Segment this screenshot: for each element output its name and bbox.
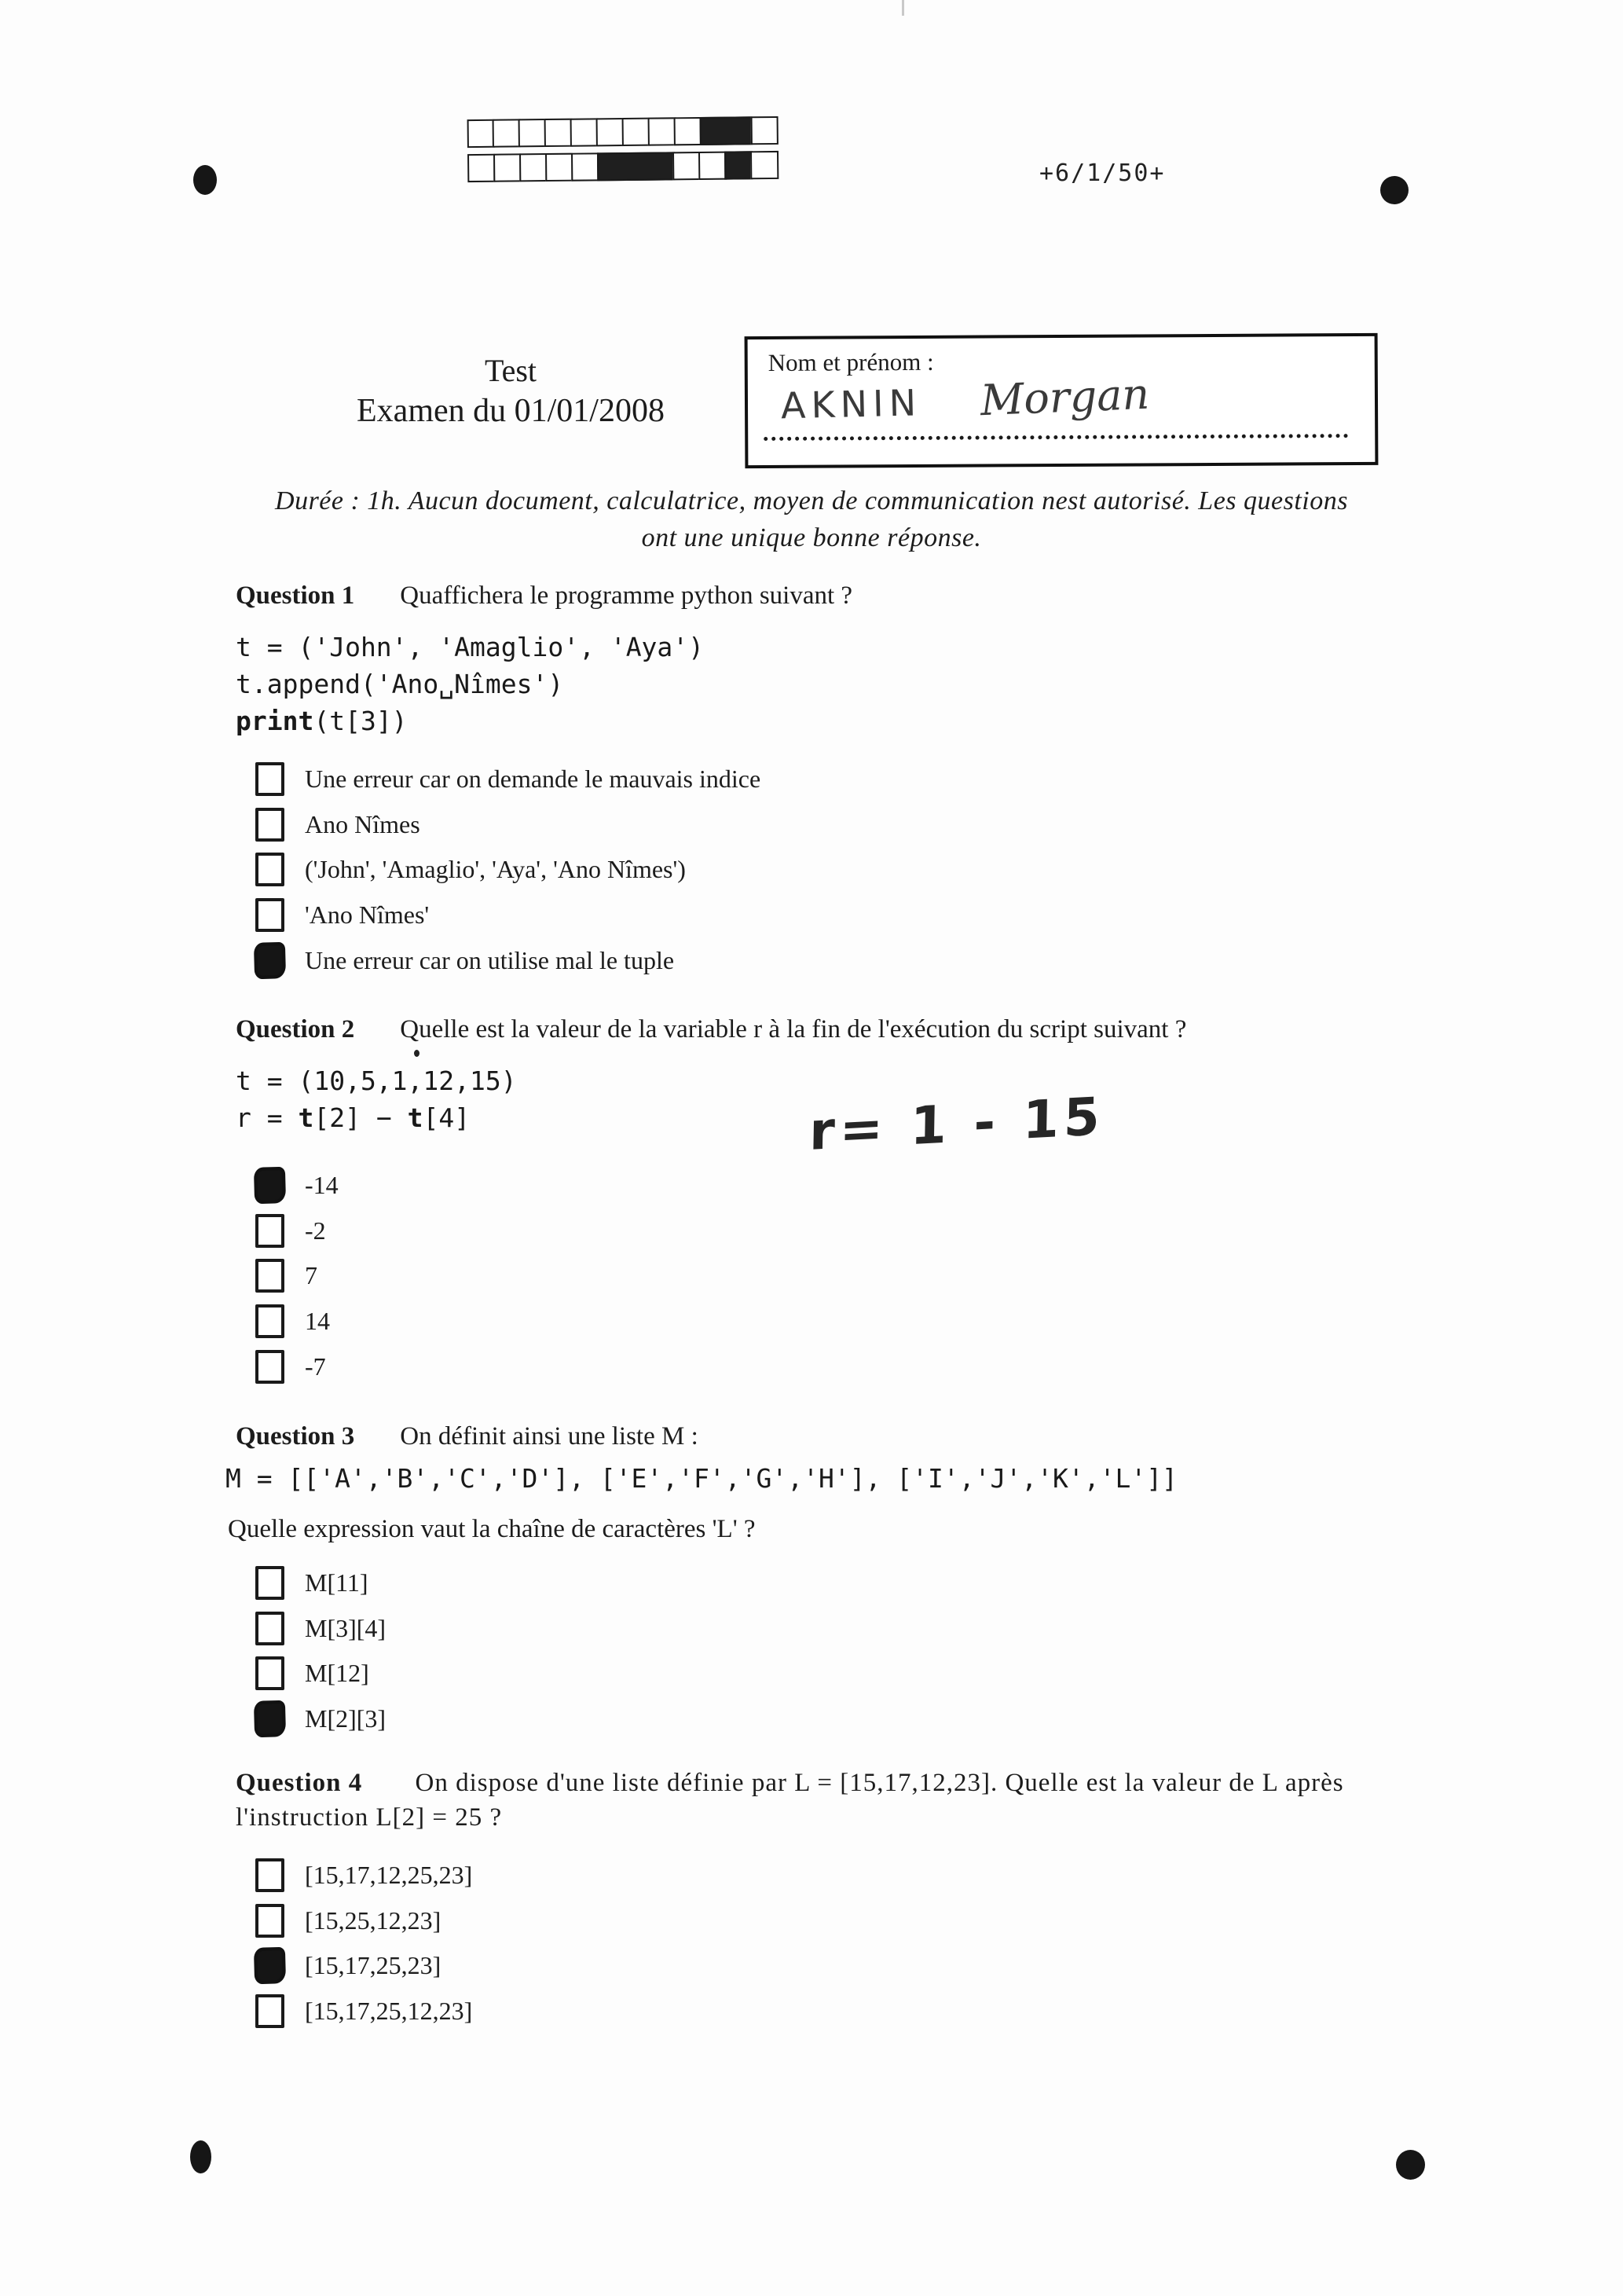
answer-option xyxy=(255,1853,472,1898)
answer-option xyxy=(255,1209,339,1254)
answer-option xyxy=(255,757,760,802)
question-3-list-definition: M = [['A','B','C','D'], ['E','F','G','H'], ['I','J','K','L']] xyxy=(225,1463,1178,1494)
handwritten-last-name: AKNIN xyxy=(780,381,922,427)
code-line xyxy=(236,702,704,739)
answer-option xyxy=(255,937,760,983)
answer-checkbox[interactable] xyxy=(255,1994,284,2028)
answer-checkbox[interactable] xyxy=(255,1566,284,1600)
question-2-header xyxy=(236,1015,1186,1044)
answer-option-label: M[3][4] xyxy=(305,1613,387,1642)
barcode-cell xyxy=(622,118,650,146)
handwritten-answer: r= 1 - 15 xyxy=(808,1086,1105,1162)
answer-option-label: M[2][3] xyxy=(305,1704,387,1733)
barcode-cell xyxy=(750,151,779,179)
question-1-options xyxy=(255,757,760,983)
name-fill-line[interactable] xyxy=(764,429,1348,441)
answer-option-label: -2 xyxy=(305,1216,326,1245)
barcode-cell xyxy=(518,119,547,147)
barcode-row-2 xyxy=(469,151,779,182)
answer-option xyxy=(255,1943,472,1989)
answer-option xyxy=(255,1606,386,1652)
question-3-prompt: On définit ainsi une liste M : xyxy=(400,1422,698,1451)
answer-option-label: Une erreur car on utilise mal le tuple xyxy=(305,945,675,974)
answer-checkbox[interactable] xyxy=(255,898,284,932)
answer-option-label: -7 xyxy=(305,1352,326,1381)
barcode-cell-filled xyxy=(597,152,675,181)
code-text: r = xyxy=(236,1102,299,1133)
code-text: [4] xyxy=(423,1102,471,1133)
answer-checkbox[interactable] xyxy=(255,1904,284,1938)
answer-option xyxy=(255,1299,339,1344)
registration-dot-top-right xyxy=(1380,176,1409,204)
barcode-cell xyxy=(519,153,548,182)
answer-option xyxy=(255,847,760,893)
registration-dot-bottom-left xyxy=(190,2140,211,2173)
form-code: +6/1/50+ xyxy=(1039,160,1166,187)
answer-option xyxy=(255,1561,386,1606)
answer-checkbox[interactable] xyxy=(255,1858,284,1892)
answer-option-label: M[12] xyxy=(305,1659,369,1688)
question-1-label: Question 1 xyxy=(236,581,355,610)
answer-option-label: 7 xyxy=(305,1261,317,1290)
answer-option xyxy=(255,1651,386,1696)
answer-option xyxy=(255,1898,472,1944)
answer-option-label: 'Ano Nîmes' xyxy=(305,900,430,930)
question-3-options xyxy=(255,1561,386,1741)
code-keyword: print xyxy=(236,706,314,736)
name-box xyxy=(745,333,1379,468)
answer-option xyxy=(255,1253,339,1299)
question-2-prompt: Quelle est la valeur de la variable r à la fin de l'exécution du script suivant ? xyxy=(400,1015,1187,1043)
answer-option-label: [15,17,12,25,23] xyxy=(305,1861,473,1890)
registration-dot-bottom-right xyxy=(1396,2150,1425,2180)
question-1-header xyxy=(236,581,852,611)
code-line: t = ('John', 'Amaglio', 'Aya') xyxy=(236,632,705,662)
barcode-cell xyxy=(698,152,727,180)
answer-option-label: Ano Nîmes xyxy=(305,809,420,838)
answer-checkbox[interactable] xyxy=(254,1700,286,1737)
exam-title xyxy=(251,352,770,432)
question-1-code xyxy=(236,629,704,739)
answer-checkbox[interactable] xyxy=(254,1947,286,1984)
answer-sheet-barcode xyxy=(469,116,779,189)
barcode-cell xyxy=(674,117,702,145)
barcode-cell xyxy=(545,153,573,182)
code-text: (t[3]) xyxy=(313,706,408,736)
instructions-line1: Durée : 1h. Aucun document, calculatrice, moyen de communication nest autorisé. Les questions xyxy=(275,486,1348,515)
answer-option-label: -14 xyxy=(305,1171,339,1200)
answer-checkbox[interactable] xyxy=(255,1612,284,1645)
code-text: t xyxy=(407,1102,423,1133)
answer-option xyxy=(255,1344,339,1389)
answer-checkbox[interactable] xyxy=(255,1259,284,1293)
barcode-cell xyxy=(493,119,521,147)
answer-option-label: Une erreur car on demande le mauvais indice xyxy=(305,765,761,794)
answer-checkbox[interactable] xyxy=(255,1350,284,1384)
scan-artifact-dot xyxy=(414,1050,419,1057)
answer-checkbox[interactable] xyxy=(254,1167,286,1204)
answer-option xyxy=(255,1989,472,2034)
answer-option xyxy=(255,893,760,938)
answer-option xyxy=(255,802,760,848)
registration-dot-top-left xyxy=(193,165,217,195)
question-3-label: Question 3 xyxy=(236,1422,355,1451)
answer-checkbox[interactable] xyxy=(255,1304,284,1338)
answer-option-label: ('John', 'Amaglio', 'Aya', 'Ano Nîmes') xyxy=(305,855,686,884)
answer-checkbox[interactable] xyxy=(254,941,286,978)
barcode-cell xyxy=(467,154,496,182)
barcode-cell xyxy=(570,118,599,146)
answer-option xyxy=(255,1696,386,1742)
barcode-cell xyxy=(467,119,495,148)
code-line: t.append('Ano␣Nîmes') xyxy=(236,669,564,699)
barcode-cell xyxy=(596,118,625,146)
barcode-cell-filled xyxy=(700,116,753,145)
question-3-subprompt: Quelle expression vaut la chaîne de caractères 'L' ? xyxy=(228,1515,756,1543)
handwritten-first-name: Morgan xyxy=(979,369,1151,426)
question-4-options xyxy=(255,1853,472,2034)
exam-title-line2: Examen du 01/01/2008 xyxy=(357,393,665,429)
barcode-cell xyxy=(493,153,522,182)
exam-title-line1: Test xyxy=(484,353,537,388)
barcode-cell xyxy=(648,117,676,145)
answer-checkbox[interactable] xyxy=(255,1656,284,1690)
question-4-header xyxy=(236,1766,1493,1835)
code-line xyxy=(236,1099,517,1136)
barcode-cell xyxy=(672,152,701,180)
answer-option-label: 14 xyxy=(305,1307,330,1336)
barcode-cell xyxy=(571,152,599,181)
question-2-label: Question 2 xyxy=(236,1015,355,1043)
name-box-label: Nom et prénom : xyxy=(768,347,934,376)
barcode-cell xyxy=(544,119,573,147)
answer-option-label: M[11] xyxy=(305,1568,368,1597)
answer-checkbox[interactable] xyxy=(255,762,284,796)
answer-option-label: [15,25,12,23] xyxy=(305,1905,441,1935)
answer-option-label: [15,17,25,12,23] xyxy=(305,1997,473,2026)
instructions-line2: ont une unique bonne réponse. xyxy=(641,523,982,552)
question-4-prompt-line1: On dispose d'une liste définie par L = [15,17,12,23]. Quelle est la valeur de L après xyxy=(415,1769,1344,1797)
scan-artifact-tick xyxy=(902,0,904,16)
barcode-row-1 xyxy=(469,116,779,148)
code-text: t xyxy=(298,1102,314,1133)
question-2-options xyxy=(255,1163,339,1389)
answer-option-label: [15,17,25,23] xyxy=(305,1951,441,1980)
barcode-cell-filled xyxy=(724,151,753,179)
question-2-code xyxy=(236,1062,517,1136)
question-3-header xyxy=(236,1422,698,1451)
question-4-prompt-line2: l'instruction L[2] = 25 ? xyxy=(236,1803,503,1832)
barcode-cell xyxy=(750,116,779,145)
question-4-label: Question 4 xyxy=(236,1769,363,1797)
exam-instructions xyxy=(199,482,1424,556)
answer-checkbox[interactable] xyxy=(255,853,284,886)
answer-option xyxy=(255,1163,339,1209)
answer-checkbox[interactable] xyxy=(255,808,284,842)
answer-checkbox[interactable] xyxy=(255,1214,284,1248)
question-1-prompt: Quaffichera le programme python suivant ? xyxy=(400,581,853,610)
code-line: t = (10,5,1,12,15) xyxy=(236,1065,517,1096)
code-text: [2] − xyxy=(313,1102,408,1133)
